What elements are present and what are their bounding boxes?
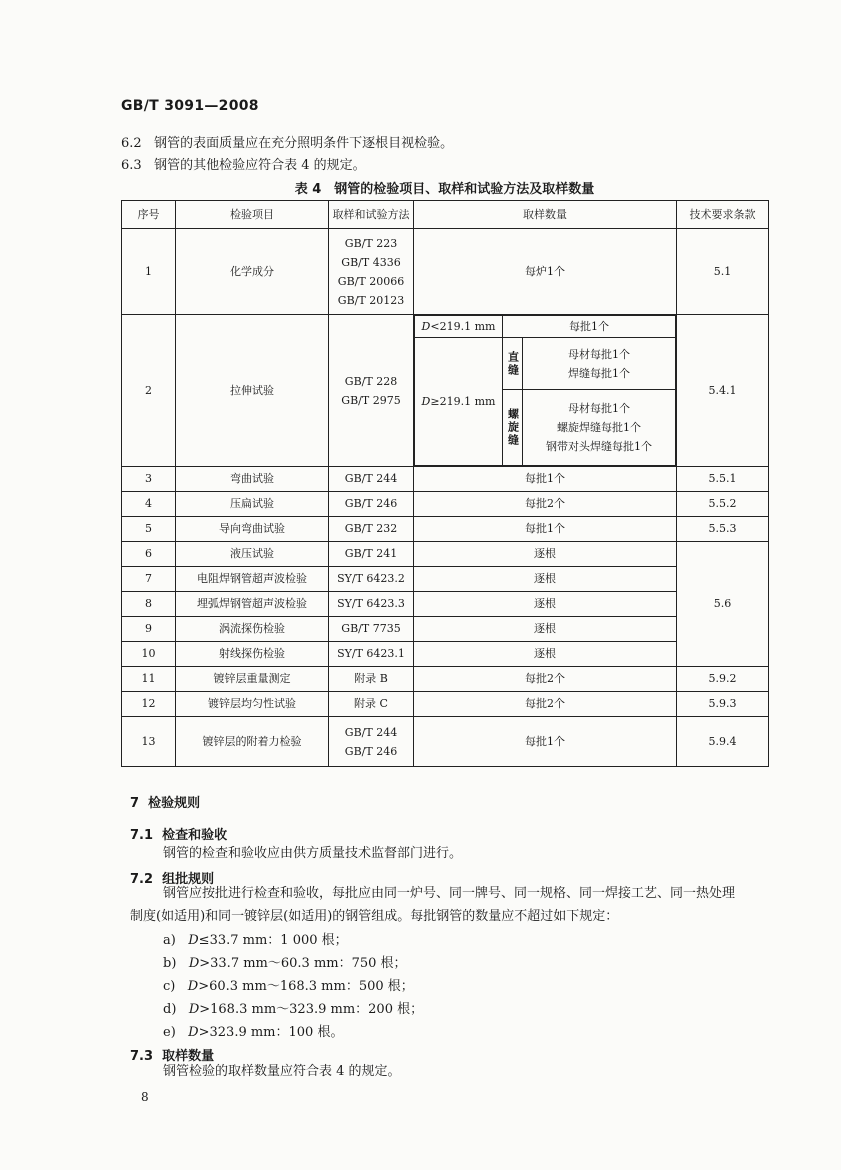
section-7-heading <box>130 792 200 811</box>
table-row <box>122 315 769 467</box>
row-no: 10 <box>122 642 176 667</box>
row-qty: 每批2个 <box>414 492 677 517</box>
row-clause: 5.5.2 <box>677 492 769 517</box>
batch-limit-item <box>163 1025 343 1041</box>
row-item: 镀锌层均匀性试验 <box>176 692 329 717</box>
item-label: d) <box>163 1002 177 1017</box>
paragraph-7-1: 钢管的检查和验收应由供方质量技术监督部门进行。 <box>163 846 463 861</box>
diameter-small-qty: 每批1个 <box>503 316 676 338</box>
row-item: 液压试验 <box>176 542 329 567</box>
row-method: 附录 B <box>329 667 414 692</box>
row-item: 拉伸试验 <box>176 315 329 467</box>
qty-line: 钢带对头焊缝每批1个 <box>546 440 652 453</box>
tensile-qty-cell <box>414 315 677 467</box>
table-caption: 表 4 钢管的检验项目、取样和试验方法及取样数量 <box>294 182 595 197</box>
row-item: 镀锌层重量测定 <box>176 667 329 692</box>
row-item: 镀锌层的附着力检验 <box>176 717 329 767</box>
row-clause: 5.1 <box>677 229 769 315</box>
row-item: 射线探伤检验 <box>176 642 329 667</box>
row-qty: 逐根 <box>414 542 677 567</box>
table-row <box>122 467 769 492</box>
item-text: >33.7 mm～60.3 mm：750 根； <box>199 956 407 971</box>
diameter-symbol: D <box>188 933 199 948</box>
row-item: 压扁试验 <box>176 492 329 517</box>
section-title: 检验规则 <box>148 796 201 811</box>
diameter-symbol: D <box>421 319 431 333</box>
table-row <box>122 642 769 667</box>
clause-number: 7.1 <box>130 828 154 843</box>
subsection-7-1-heading <box>130 824 227 843</box>
row-method: SY/T 6423.3 <box>329 592 414 617</box>
row-no: 5 <box>122 517 176 542</box>
method-ref: GB/T 2975 <box>341 393 401 407</box>
diameter-symbol: D <box>188 1025 199 1040</box>
diameter-large <box>415 338 503 466</box>
row-method: GB/T 246 <box>329 492 414 517</box>
header-no: 序号 <box>122 201 176 229</box>
table-row <box>122 517 769 542</box>
table-row <box>122 492 769 517</box>
diameter-symbol: D <box>187 979 199 994</box>
table-header-row <box>122 201 769 229</box>
row-no: 4 <box>122 492 176 517</box>
batch-limit-item <box>163 933 348 949</box>
row-no: 13 <box>122 717 176 767</box>
diameter-symbol: D <box>188 1002 200 1017</box>
header-clause: 技术要求条款 <box>677 201 769 229</box>
clause-number: 6.3 <box>121 158 142 173</box>
row-qty: 每炉1个 <box>414 229 677 315</box>
row-method <box>329 315 414 467</box>
row-no: 9 <box>122 617 176 642</box>
table-row <box>122 592 769 617</box>
row-method <box>329 717 414 767</box>
row-qty: 逐根 <box>414 617 677 642</box>
method-ref: GB/T 20123 <box>337 293 405 307</box>
inspection-table <box>121 200 769 767</box>
row-qty: 每批1个 <box>414 717 677 767</box>
table-row <box>122 717 769 767</box>
row-no: 7 <box>122 567 176 592</box>
tensile-subtable <box>414 315 676 466</box>
table-row <box>122 617 769 642</box>
row-no: 1 <box>122 229 176 315</box>
standard-number: GB/T 3091—2008 <box>121 98 259 114</box>
clause-title: 取样数量 <box>162 1049 215 1064</box>
row-no: 2 <box>122 315 176 467</box>
item-label: c) <box>163 979 176 994</box>
paragraph-6-2 <box>121 136 453 152</box>
row-method <box>329 229 414 315</box>
paragraph-text: 钢管的表面质量应在充分照明条件下逐根目视检验。 <box>154 136 454 151</box>
row-method: GB/T 241 <box>329 542 414 567</box>
subsection-7-2-heading <box>130 868 214 887</box>
paragraph-7-2-line2: 制度(如适用)和同一镀锌层(如适用)的钢管组成。每批钢管的数量应不超过如下规定： <box>130 909 619 924</box>
item-text: >168.3 mm～323.9 mm：200 根； <box>199 1002 424 1017</box>
qty-line: 焊缝每批1个 <box>568 366 630 380</box>
subsection-7-3-heading <box>130 1045 214 1064</box>
method-ref: GB/T 244 <box>344 725 398 739</box>
method-ref: GB/T 228 <box>344 374 398 388</box>
table-row <box>122 667 769 692</box>
row-method: SY/T 6423.2 <box>329 567 414 592</box>
row-no: 3 <box>122 467 176 492</box>
row-method: GB/T 7735 <box>329 617 414 642</box>
row-clause: 5.6 <box>677 542 769 667</box>
method-ref: GB/T 20066 <box>337 274 405 288</box>
row-clause: 5.9.2 <box>677 667 769 692</box>
row-method: GB/T 232 <box>329 517 414 542</box>
diameter-symbol: D <box>188 956 200 971</box>
row-item: 电阻焊钢管超声波检验 <box>176 567 329 592</box>
page-number: 8 <box>141 1090 149 1104</box>
batch-limit-item <box>163 979 414 995</box>
batch-limit-item <box>163 956 407 972</box>
section-number: 7 <box>130 796 140 811</box>
row-qty: 每批1个 <box>414 517 677 542</box>
paragraph-7-3: 钢管检验的取样数量应符合表 4 的规定。 <box>163 1064 401 1079</box>
header-item: 检验项目 <box>176 201 329 229</box>
diameter-small <box>415 316 503 338</box>
row-item: 导向弯曲试验 <box>176 517 329 542</box>
table-row <box>122 229 769 315</box>
row-method: GB/T 244 <box>329 467 414 492</box>
batch-limit-item <box>163 1002 423 1018</box>
header-method: 取样和试验方法 <box>329 201 414 229</box>
paragraph-7-2-line1: 钢管应按批进行检查和验收，每批应由同一炉号、同一牌号、同一规格、同一焊接工艺、同一热处理 <box>163 886 736 901</box>
row-clause: 5.4.1 <box>677 315 769 467</box>
item-label: b) <box>163 956 177 971</box>
qty-line: 螺旋焊缝每批1个 <box>557 421 641 434</box>
row-qty: 每批2个 <box>414 667 677 692</box>
row-item: 弯曲试验 <box>176 467 329 492</box>
row-no: 6 <box>122 542 176 567</box>
qty-line: 母材每批1个 <box>568 347 630 361</box>
row-item: 化学成分 <box>176 229 329 315</box>
paragraph-6-3 <box>121 158 366 174</box>
qty-line: 母材每批1个 <box>568 402 630 415</box>
table-row <box>122 542 769 567</box>
table-row <box>122 692 769 717</box>
row-no: 12 <box>122 692 176 717</box>
method-ref: GB/T 223 <box>344 236 398 250</box>
paragraph-text: 钢管的其他检验应符合表 4 的规定。 <box>154 158 366 173</box>
item-text: ≤33.7 mm：1 000 根； <box>198 933 348 948</box>
row-clause: 5.9.4 <box>677 717 769 767</box>
clause-title: 组批规则 <box>162 872 215 887</box>
clause-number: 7.3 <box>130 1049 154 1064</box>
diameter-range: <219.1 mm <box>430 319 496 333</box>
diameter-symbol: D <box>421 394 431 408</box>
row-qty: 每批1个 <box>414 467 677 492</box>
method-ref: GB/T 246 <box>344 744 398 758</box>
row-item: 涡流探伤检验 <box>176 617 329 642</box>
sub-row <box>415 316 676 338</box>
item-label: a) <box>163 933 176 948</box>
method-ref: GB/T 4336 <box>341 255 401 269</box>
row-clause: 5.5.1 <box>677 467 769 492</box>
row-qty: 逐根 <box>414 592 677 617</box>
spiral-seam-label: 螺旋缝 <box>503 390 523 466</box>
straight-seam-qty <box>523 338 676 390</box>
row-qty: 每批2个 <box>414 692 677 717</box>
diameter-range: ≥219.1 mm <box>430 394 496 408</box>
row-method: 附录 C <box>329 692 414 717</box>
row-no: 8 <box>122 592 176 617</box>
item-text: >323.9 mm：100 根。 <box>198 1025 344 1040</box>
row-qty: 逐根 <box>414 567 677 592</box>
row-qty: 逐根 <box>414 642 677 667</box>
sub-row <box>415 338 676 390</box>
table-row <box>122 567 769 592</box>
item-text: >60.3 mm～168.3 mm：500 根； <box>198 979 414 994</box>
clause-title: 检查和验收 <box>162 828 228 843</box>
clause-number: 6.2 <box>121 136 142 151</box>
row-clause: 5.9.3 <box>677 692 769 717</box>
spiral-seam-qty <box>523 390 676 466</box>
header-qty: 取样数量 <box>414 201 677 229</box>
row-clause: 5.5.3 <box>677 517 769 542</box>
row-item: 埋弧焊钢管超声波检验 <box>176 592 329 617</box>
item-label: e) <box>163 1025 176 1040</box>
straight-seam-label: 直缝 <box>503 338 523 390</box>
clause-number: 7.2 <box>130 872 154 887</box>
row-method: SY/T 6423.1 <box>329 642 414 667</box>
row-no: 11 <box>122 667 176 692</box>
